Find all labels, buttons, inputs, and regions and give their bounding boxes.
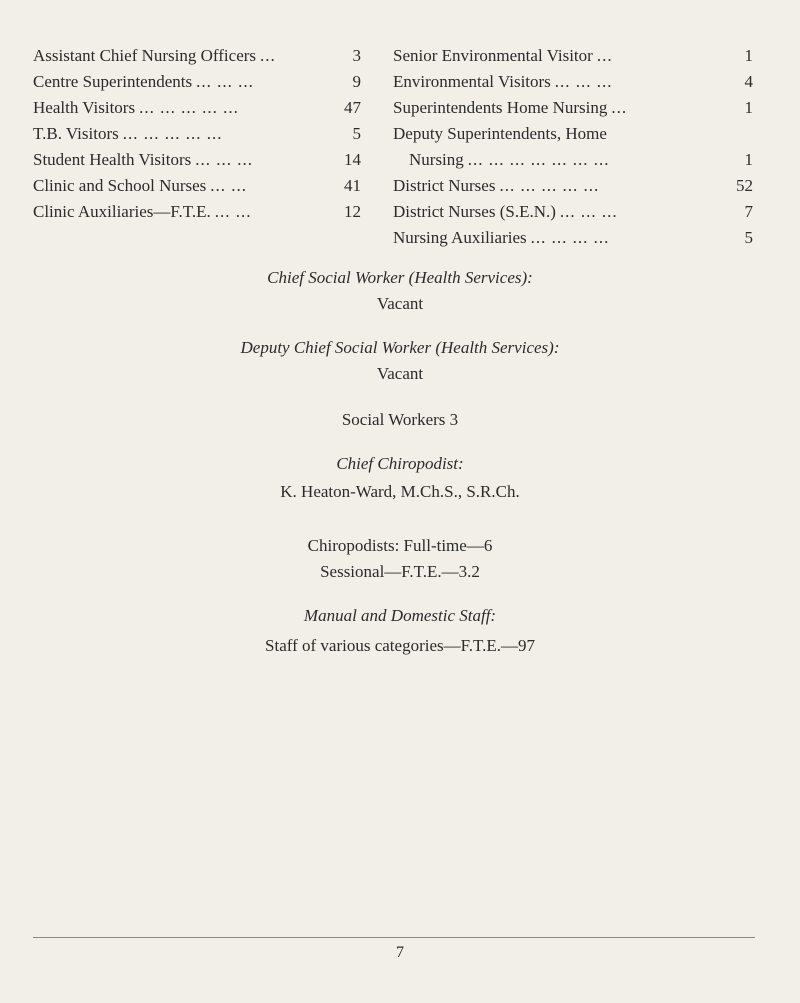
leader-dots: ... bbox=[260, 46, 276, 65]
item-label: Nursing Auxiliaries bbox=[393, 228, 527, 247]
item-label: Environmental Visitors bbox=[393, 72, 551, 91]
list-item bbox=[393, 95, 753, 121]
leader-dots: ... ... ... bbox=[195, 150, 254, 169]
item-label: Superintendents Home Nursing bbox=[393, 98, 608, 117]
chiropodists-sessional: Sessional—F.T.E.—3.2 bbox=[320, 562, 480, 581]
item-label: Nursing bbox=[409, 150, 464, 169]
leader-dots: ... bbox=[596, 46, 613, 65]
social-workers-line: Social Workers 3 bbox=[341, 410, 459, 429]
leader-dots: ... ... ... bbox=[554, 72, 613, 91]
item-label: Health Visitors bbox=[33, 98, 136, 117]
list-item bbox=[393, 43, 753, 69]
list-item bbox=[33, 43, 361, 69]
item-value: 5 bbox=[352, 124, 361, 143]
page-number: 7 bbox=[396, 944, 404, 961]
item-value: 47 bbox=[344, 98, 361, 117]
left-staff-list bbox=[33, 43, 361, 251]
item-value: 52 bbox=[736, 176, 753, 195]
item-value: 1 bbox=[744, 98, 753, 117]
list-item bbox=[33, 199, 361, 225]
leader-dots: ... ... ... bbox=[559, 202, 618, 221]
chief-social-worker-heading: Chief Social Worker (Health Services): bbox=[267, 268, 533, 287]
list-item bbox=[393, 173, 753, 199]
item-value: 1 bbox=[744, 150, 753, 169]
item-label: Deputy Superintendents, Home bbox=[393, 124, 607, 143]
deputy-social-worker-heading: Deputy Chief Social Worker (Health Services): bbox=[240, 338, 560, 357]
item-value: 12 bbox=[344, 202, 361, 221]
list-item bbox=[393, 225, 753, 251]
leader-dots: ... ... ... bbox=[196, 72, 254, 91]
manual-staff-heading: Manual and Domestic Staff: bbox=[303, 606, 497, 625]
item-label: Clinic Auxiliaries—F.T.E. bbox=[33, 202, 211, 221]
item-value: 41 bbox=[344, 176, 361, 195]
item-value: 3 bbox=[352, 46, 361, 65]
item-label: Assistant Chief Nursing Officers bbox=[33, 46, 257, 65]
leader-dots: ... ... ... ... ... bbox=[499, 176, 600, 195]
list-item bbox=[393, 69, 753, 95]
chief-chiropodist-heading: Chief Chiropodist: bbox=[336, 454, 464, 473]
list-item bbox=[33, 69, 361, 95]
leader-dots: ... ... bbox=[214, 202, 252, 221]
right-staff-list bbox=[393, 43, 753, 251]
chief-social-worker-value: Vacant bbox=[376, 294, 424, 313]
item-label: T.B. Visitors bbox=[33, 124, 119, 143]
list-item bbox=[33, 121, 361, 147]
list-item bbox=[33, 173, 361, 199]
item-value: 14 bbox=[344, 150, 361, 169]
item-label: District Nurses bbox=[393, 176, 496, 195]
leader-dots: ... ... ... ... bbox=[530, 228, 610, 247]
list-item bbox=[33, 147, 361, 173]
list-item bbox=[393, 121, 753, 147]
item-value: 9 bbox=[352, 72, 361, 91]
footer-divider bbox=[33, 937, 755, 938]
leader-dots: ... ... ... ... ... bbox=[139, 98, 239, 117]
chiropodists-fulltime: Chiropodists: Full-time—6 bbox=[307, 536, 493, 555]
item-value: 1 bbox=[744, 46, 753, 65]
leader-dots: ... ... ... ... ... ... ... bbox=[467, 150, 610, 169]
list-item bbox=[393, 199, 753, 225]
item-label: District Nurses (S.E.N.) bbox=[393, 202, 556, 221]
manual-staff-value: Staff of various categories—F.T.E.—97 bbox=[265, 636, 535, 655]
item-label: Student Health Visitors bbox=[33, 150, 192, 169]
list-item bbox=[33, 95, 361, 121]
item-label: Senior Environmental Visitor bbox=[393, 46, 593, 65]
staff-lists bbox=[33, 43, 755, 251]
leader-dots: ... ... ... ... ... bbox=[122, 124, 223, 143]
item-label: Centre Superintendents bbox=[33, 72, 193, 91]
item-value: 7 bbox=[744, 202, 753, 221]
leader-dots: ... bbox=[611, 98, 628, 117]
list-item bbox=[393, 147, 753, 173]
item-value: 5 bbox=[744, 228, 753, 247]
leader-dots: ... ... bbox=[210, 176, 248, 195]
chief-chiropodist-name: K. Heaton-Ward, M.Ch.S., S.R.Ch. bbox=[280, 482, 520, 501]
deputy-social-worker-value: Vacant bbox=[376, 364, 424, 383]
item-label: Clinic and School Nurses bbox=[33, 176, 207, 195]
item-value: 4 bbox=[744, 72, 753, 91]
